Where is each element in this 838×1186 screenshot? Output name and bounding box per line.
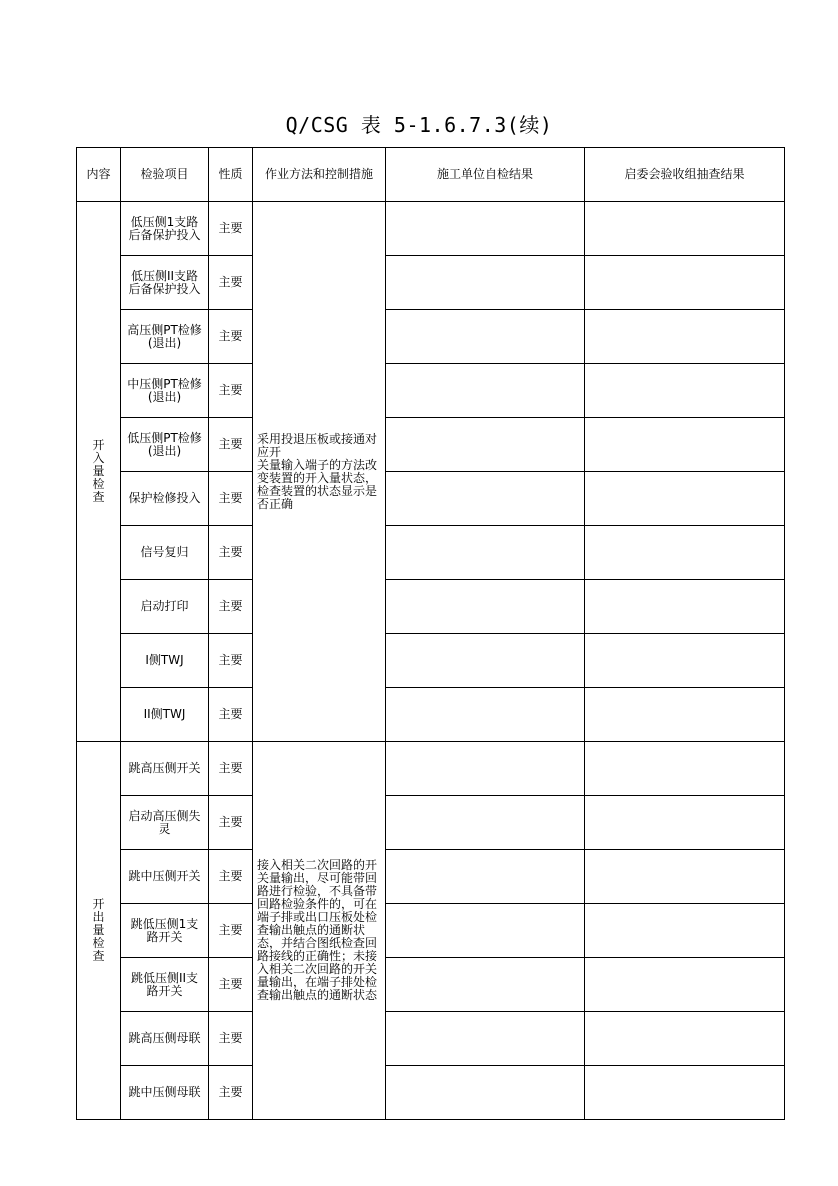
section-label bbox=[77, 742, 121, 1120]
inspection-item: 跳中压侧母联 bbox=[121, 1066, 209, 1120]
table-row bbox=[77, 634, 785, 688]
section-label-text: 开出量检查 bbox=[92, 897, 105, 963]
nature-cell: 主要 bbox=[209, 958, 253, 1012]
acceptance-result-cell[interactable] bbox=[585, 364, 785, 418]
nature-cell: 主要 bbox=[209, 1012, 253, 1066]
header-method: 作业方法和控制措施 bbox=[253, 148, 386, 202]
nature-cell: 主要 bbox=[209, 256, 253, 310]
acceptance-result-cell[interactable] bbox=[585, 1066, 785, 1120]
inspection-item: 低压侧1支路后备保护投入 bbox=[121, 202, 209, 256]
acceptance-result-cell[interactable] bbox=[585, 418, 785, 472]
self-check-result-cell[interactable] bbox=[386, 580, 585, 634]
self-check-result-cell[interactable] bbox=[386, 256, 585, 310]
inspection-item: 跳低压侧II支路开关 bbox=[121, 958, 209, 1012]
table-row bbox=[77, 202, 785, 256]
method-cell: 采用投退压板或接通对应开 关量输入端子的方法改变装置的开入量状态，检查装置的状态显示是否正确 bbox=[253, 202, 386, 742]
header-self-check: 施工单位自检结果 bbox=[386, 148, 585, 202]
acceptance-result-cell[interactable] bbox=[585, 472, 785, 526]
table-row bbox=[77, 904, 785, 958]
table-row bbox=[77, 418, 785, 472]
header-acceptance-check: 启委会验收组抽查结果 bbox=[585, 148, 785, 202]
nature-cell: 主要 bbox=[209, 688, 253, 742]
inspection-item: 高压侧PT检修(退出) bbox=[121, 310, 209, 364]
table-row bbox=[77, 742, 785, 796]
table-row bbox=[77, 580, 785, 634]
page-title: Q/CSG 表 5-1.6.7.3(续) bbox=[285, 113, 553, 137]
inspection-item: 跳低压侧1支路开关 bbox=[121, 904, 209, 958]
self-check-result-cell[interactable] bbox=[386, 418, 585, 472]
self-check-result-cell[interactable] bbox=[386, 958, 585, 1012]
self-check-result-cell[interactable] bbox=[386, 742, 585, 796]
inspection-item: I侧TWJ bbox=[121, 634, 209, 688]
acceptance-result-cell[interactable] bbox=[585, 256, 785, 310]
inspection-item: II侧TWJ bbox=[121, 688, 209, 742]
table-row bbox=[77, 310, 785, 364]
self-check-result-cell[interactable] bbox=[386, 472, 585, 526]
inspection-item: 启动高压侧失灵 bbox=[121, 796, 209, 850]
nature-cell: 主要 bbox=[209, 310, 253, 364]
acceptance-result-cell[interactable] bbox=[585, 742, 785, 796]
nature-cell: 主要 bbox=[209, 634, 253, 688]
nature-cell: 主要 bbox=[209, 850, 253, 904]
inspection-item: 中压侧PT检修(退出) bbox=[121, 364, 209, 418]
acceptance-result-cell[interactable] bbox=[585, 580, 785, 634]
acceptance-result-cell[interactable] bbox=[585, 202, 785, 256]
acceptance-result-cell[interactable] bbox=[585, 850, 785, 904]
nature-cell: 主要 bbox=[209, 796, 253, 850]
inspection-item: 低压侧PT检修(退出) bbox=[121, 418, 209, 472]
nature-cell: 主要 bbox=[209, 580, 253, 634]
header-item: 检验项目 bbox=[121, 148, 209, 202]
nature-cell: 主要 bbox=[209, 904, 253, 958]
method-cell: 接入相关二次回路的开关量输出，尽可能带回路进行检验，不具备带回路检验条件的，可在端子排或出口压板处检查输出触点的通断状态，并结合图纸检查回路接线的正确性；未接入相关二次回路的开关量输出，在端子排处检查输出触点的通断状态 bbox=[253, 742, 386, 1120]
table-row bbox=[77, 1066, 785, 1120]
acceptance-result-cell[interactable] bbox=[585, 688, 785, 742]
self-check-result-cell[interactable] bbox=[386, 796, 585, 850]
inspection-table bbox=[76, 147, 785, 1120]
table-row bbox=[77, 850, 785, 904]
table-row bbox=[77, 958, 785, 1012]
acceptance-result-cell[interactable] bbox=[585, 526, 785, 580]
nature-cell: 主要 bbox=[209, 1066, 253, 1120]
inspection-item: 跳高压侧开关 bbox=[121, 742, 209, 796]
header-content: 内容 bbox=[77, 148, 121, 202]
nature-cell: 主要 bbox=[209, 472, 253, 526]
header-nature: 性质 bbox=[209, 148, 253, 202]
header-row bbox=[77, 148, 785, 202]
section-label-text: 开入量检查 bbox=[92, 438, 105, 504]
inspection-item: 启动打印 bbox=[121, 580, 209, 634]
inspection-item: 信号复归 bbox=[121, 526, 209, 580]
inspection-item: 跳中压侧开关 bbox=[121, 850, 209, 904]
nature-cell: 主要 bbox=[209, 742, 253, 796]
nature-cell: 主要 bbox=[209, 202, 253, 256]
self-check-result-cell[interactable] bbox=[386, 310, 585, 364]
self-check-result-cell[interactable] bbox=[386, 364, 585, 418]
table-row bbox=[77, 1012, 785, 1066]
table-row bbox=[77, 526, 785, 580]
self-check-result-cell[interactable] bbox=[386, 1012, 585, 1066]
self-check-result-cell[interactable] bbox=[386, 850, 585, 904]
self-check-result-cell[interactable] bbox=[386, 526, 585, 580]
acceptance-result-cell[interactable] bbox=[585, 796, 785, 850]
table-row bbox=[77, 472, 785, 526]
self-check-result-cell[interactable] bbox=[386, 688, 585, 742]
inspection-item: 低压侧II支路后备保护投入 bbox=[121, 256, 209, 310]
inspection-item: 跳高压侧母联 bbox=[121, 1012, 209, 1066]
nature-cell: 主要 bbox=[209, 364, 253, 418]
acceptance-result-cell[interactable] bbox=[585, 958, 785, 1012]
table-row bbox=[77, 688, 785, 742]
acceptance-result-cell[interactable] bbox=[585, 1012, 785, 1066]
acceptance-result-cell[interactable] bbox=[585, 904, 785, 958]
self-check-result-cell[interactable] bbox=[386, 1066, 585, 1120]
acceptance-result-cell[interactable] bbox=[585, 634, 785, 688]
nature-cell: 主要 bbox=[209, 418, 253, 472]
self-check-result-cell[interactable] bbox=[386, 202, 585, 256]
section-label bbox=[77, 202, 121, 742]
table-row bbox=[77, 796, 785, 850]
self-check-result-cell[interactable] bbox=[386, 634, 585, 688]
table-row bbox=[77, 256, 785, 310]
inspection-item: 保护检修投入 bbox=[121, 472, 209, 526]
acceptance-result-cell[interactable] bbox=[585, 310, 785, 364]
table-row bbox=[77, 364, 785, 418]
self-check-result-cell[interactable] bbox=[386, 904, 585, 958]
nature-cell: 主要 bbox=[209, 526, 253, 580]
